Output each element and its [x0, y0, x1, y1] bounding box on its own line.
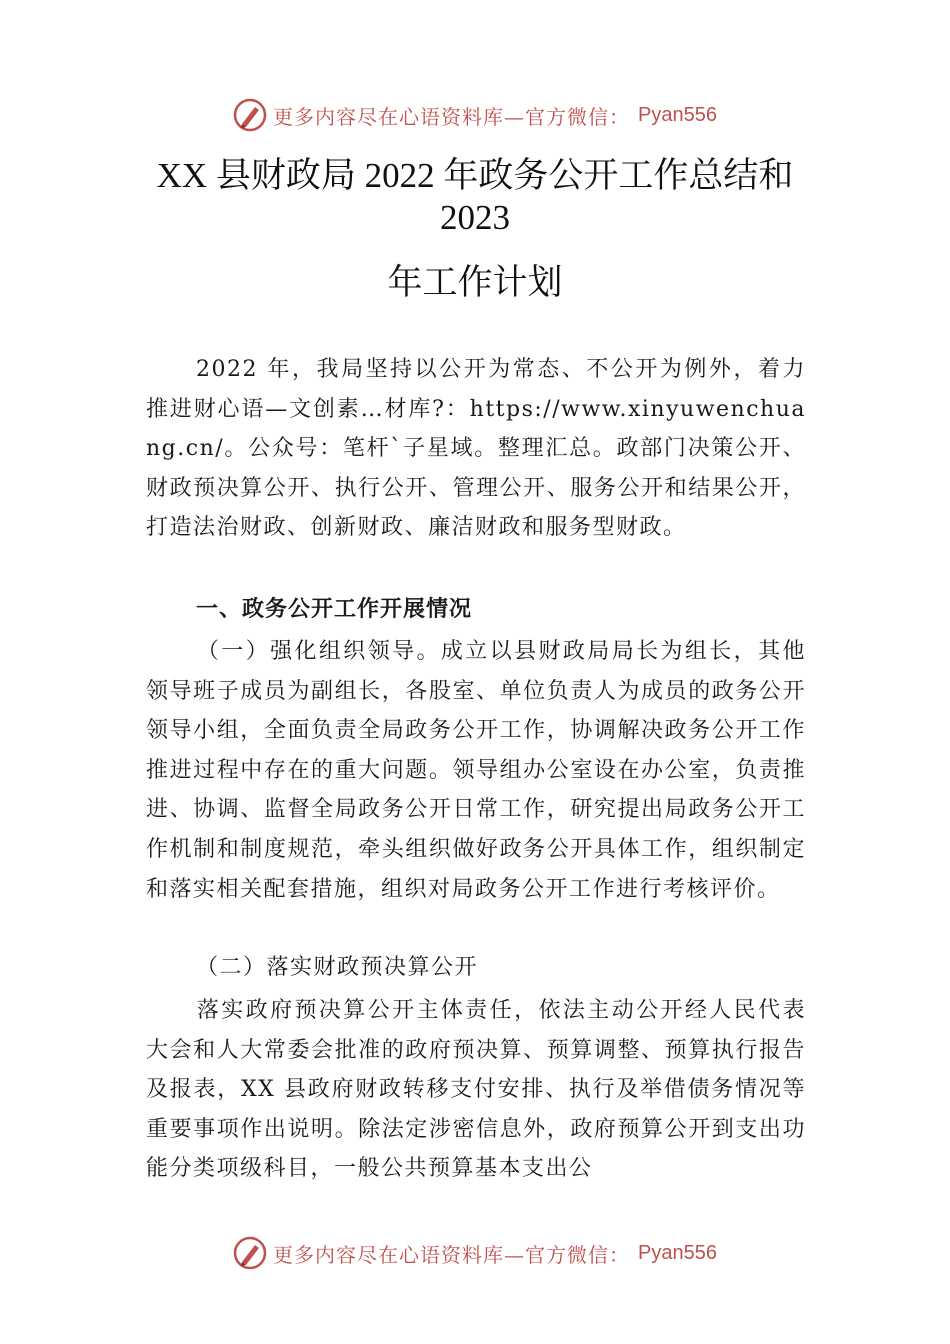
banner-wechat-id: Pyan556 [638, 103, 717, 126]
document-title-line-2: 2023 [440, 198, 510, 237]
intro-paragraph [146, 350, 806, 548]
pen-logo-icon [233, 1236, 267, 1270]
header-banner [0, 95, 950, 135]
section-1-heading: 一、政务公开工作开展情况 [196, 597, 473, 622]
document-title-line-3: 年工作计划 [387, 263, 563, 302]
banner-wechat-id: Pyan556 [638, 1241, 717, 1264]
document-title-line-1: XX 县财政局 2022 年政务公开工作总结和 [156, 156, 794, 195]
item-2-heading: （二）落实财政预决算公开 [196, 955, 479, 980]
banner-text: 更多内容尽在心语资料库—官方微信： [273, 104, 631, 129]
item-1-paragraph [146, 632, 806, 909]
footer-banner [0, 1233, 950, 1273]
item-2-paragraph [146, 991, 806, 1189]
banner-text: 更多内容尽在心语资料库—官方微信： [273, 1242, 631, 1267]
intro-paragraph-text: 2022 年，我局坚持以公开为常态、不公开为例外，着力推进财心语—文创素…材库?：https://www.xinyuwenchuang.cn/。公众号：笔杆`子星域。整理汇总。政部门决策公开、财政预决算公开、执行公开、管理公开、服务公开和结果公开，打造法治财政、创新财政、廉洁财政和服务型财政。 [146, 357, 806, 541]
item-2-text: 落实政府预决算公开主体责任，依法主动公开经人民代表大会和人大常委会批准的政府预决算、预算调整、预算执行报告及报表，XX 县政府财政转移支付安排、执行及举借债务情况等重要事项作出说明。除法定涉密信息外，政府预算公开到支出功能分类项级科目，一般公共预算基本支出公 [146, 998, 806, 1182]
item-1-text: （一）强化组织领导。成立以县财政局局长为组长，其他领导班子成员为副组长，各股室、单位负责人为成员的政务公开领导小组，全面负责全局政务公开工作，协调解决政务公开工作推进过程中存在的重大问题。领导组办公室设在办公室，负责推进、协调、监督全局政务公开日常工作，研究提出局政务公开工作机制和制度规范，牵头组织做好政务公开具体工作，组织制定和落实相关配套措施，组织对局政务公开工作进行考核评价。 [146, 639, 806, 902]
pen-logo-icon [233, 98, 267, 132]
